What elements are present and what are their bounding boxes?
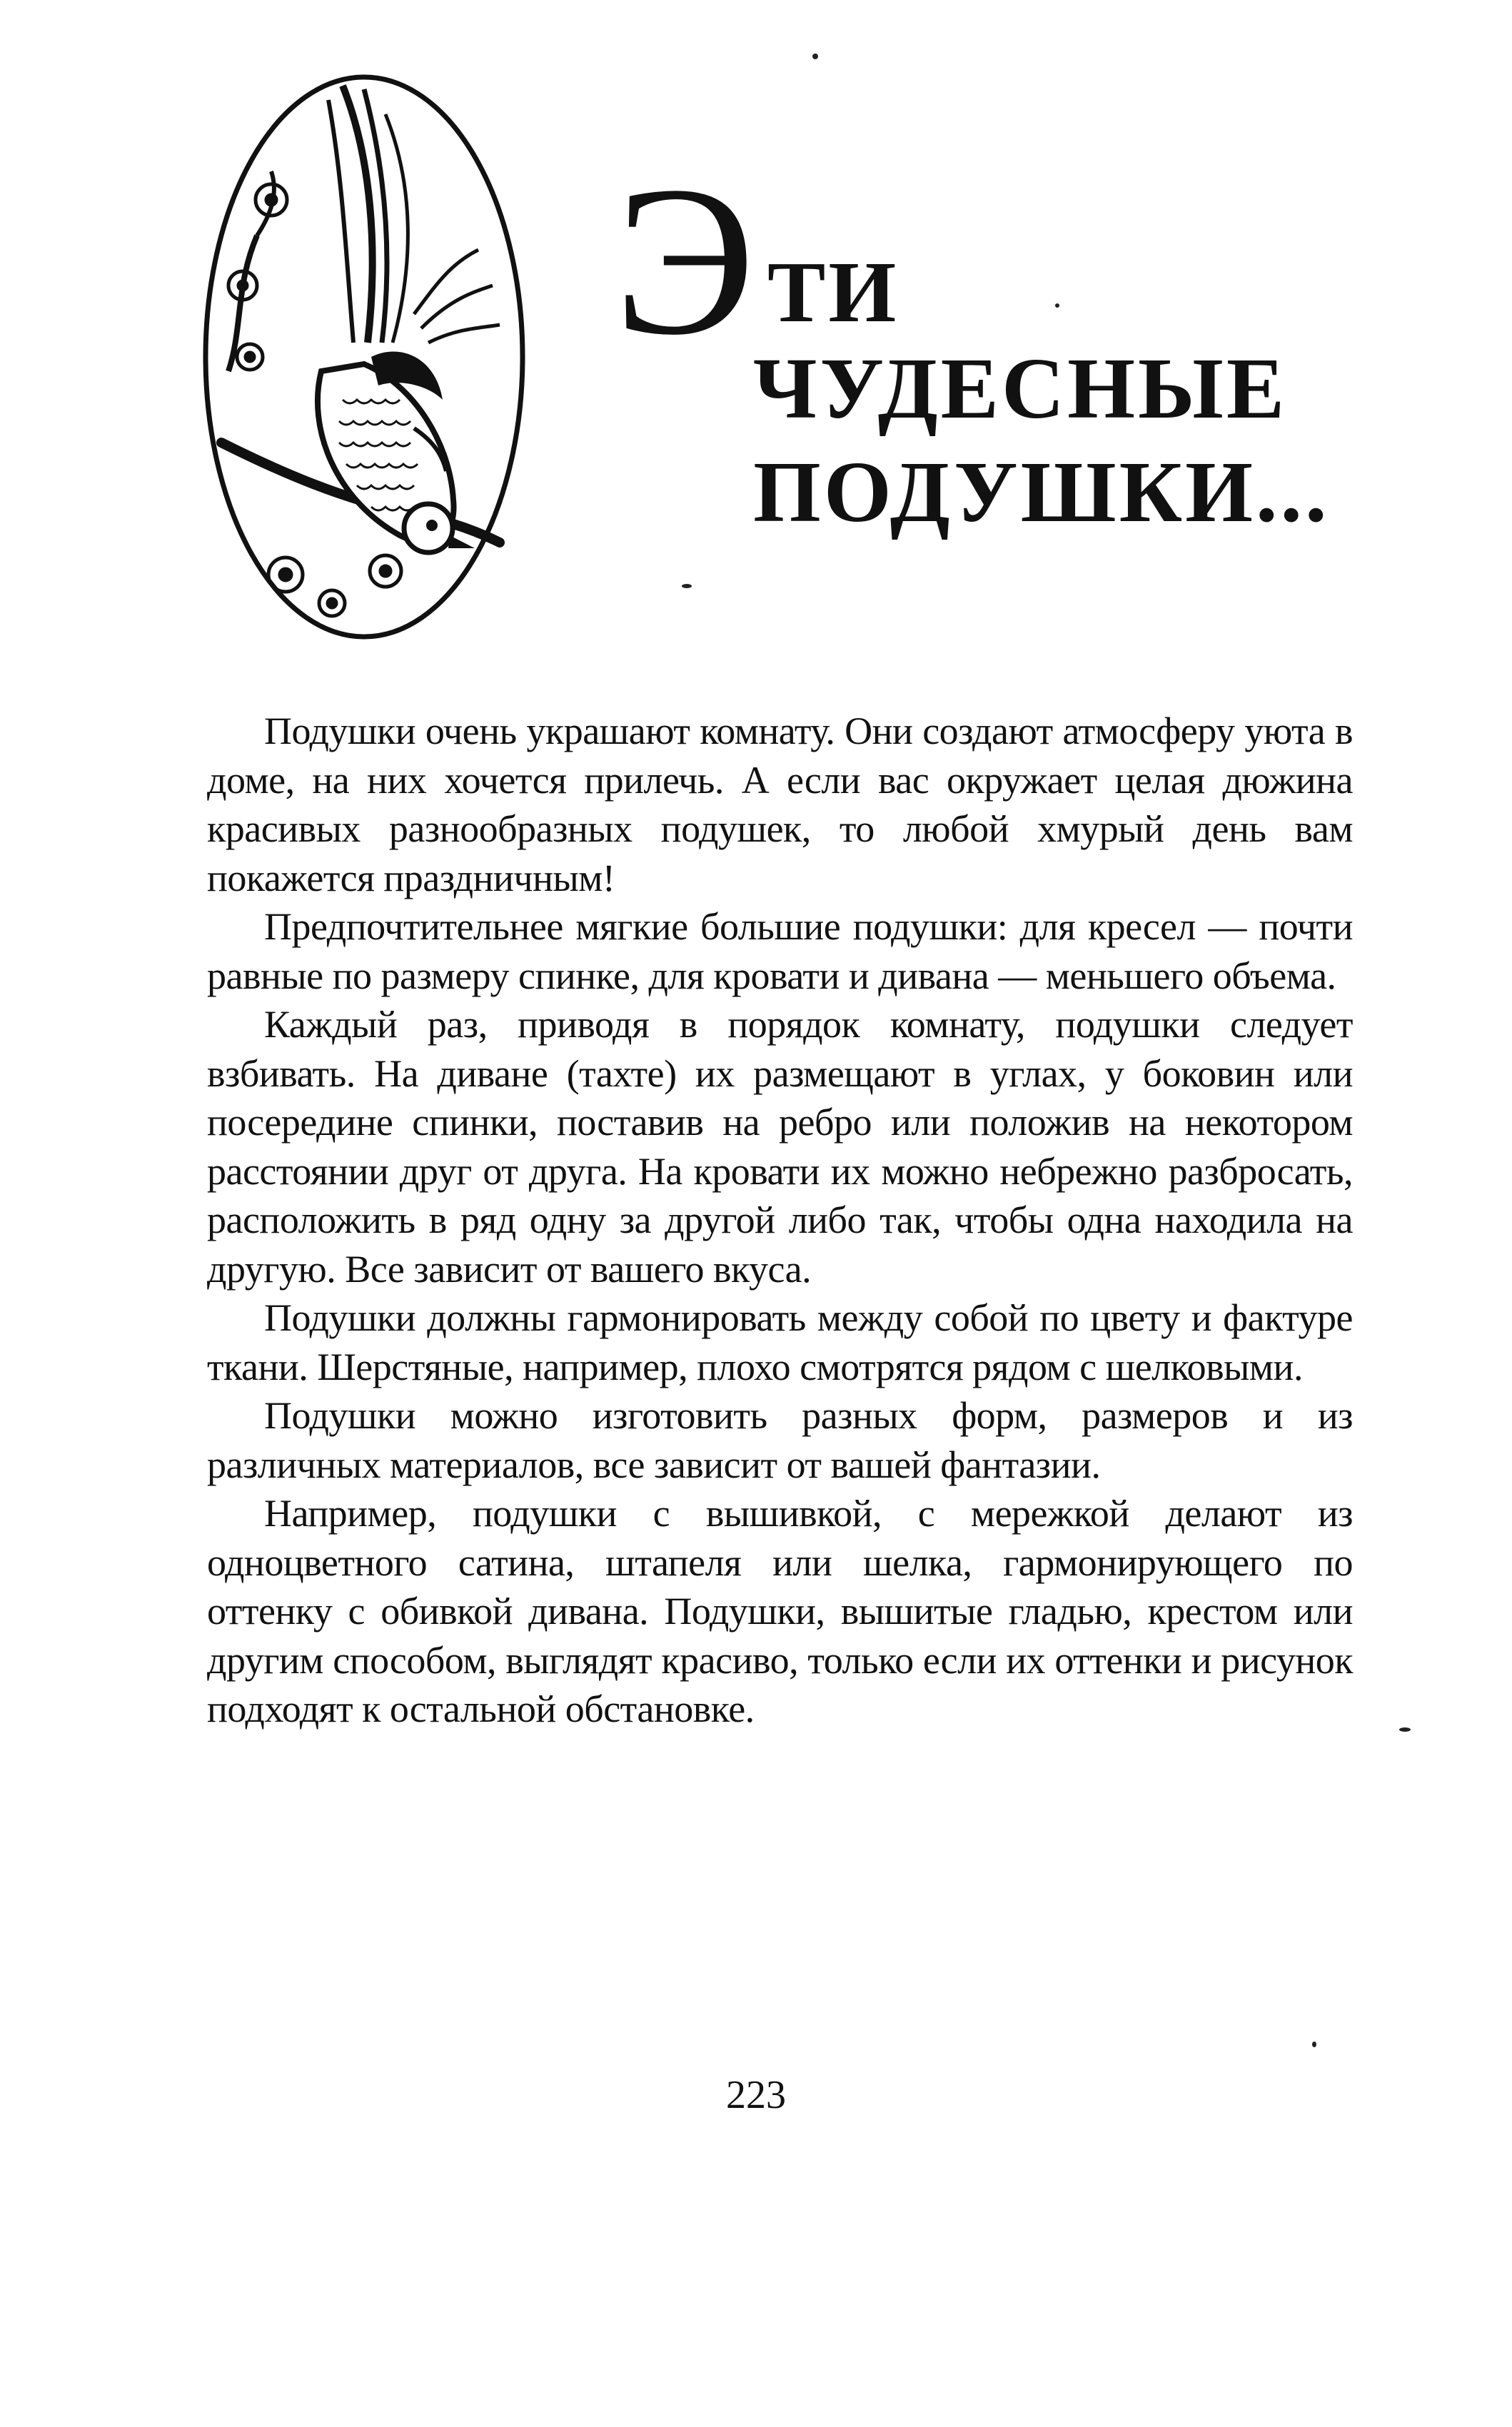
- paragraph: Подушки можно изготовить разных форм, размеров и из различных материалов, все зависит от вашей фантазии.: [207, 1394, 1353, 1486]
- page-number: 223: [726, 2073, 786, 2117]
- paragraph: Предпочтительнее мягкие большие подушки: для кресел — почти равные по размеру спинке, для кровати и дивана — меньшего объема.: [207, 905, 1353, 997]
- title-dropcap: Э: [614, 142, 756, 379]
- body-text: [207, 707, 1353, 1734]
- scan-speck: [1055, 303, 1059, 308]
- title-line-3: ПОДУШКИ...: [753, 444, 1330, 540]
- title-line-1: ТИ: [767, 244, 899, 340]
- paragraph: Подушки очень украшают комнату. Они создают атмосферу уюта в доме, на них хочется прилечь. А если вас окружает целая дюжина красивых разнообразных подушек, то любой хмурый день вам покажется праздничным!: [207, 710, 1353, 899]
- paragraph: Каждый раз, приводя в порядок комнату, подушки следует взбивать. На диване (тахте) их размещают в углах, у боковин или посередине спинки, поставив на ребро или положив на некотором расстоянии друг от друга. На кровати их можно небрежно разбросать, расположить в ряд одну за другой либо так, чтобы одна находила на другую. Все зависит от вашего вкуса.: [207, 1003, 1353, 1291]
- scan-speck: [1312, 2042, 1316, 2047]
- paragraph: Подушки должны гармонировать между собой по цвету и фактуре ткани. Шерстяные, например, плохо смотрятся рядом с шелковыми.: [207, 1296, 1353, 1388]
- bird-medallion-icon: [200, 71, 528, 642]
- title-line-2: ЧУДЕСНЫЕ: [753, 340, 1288, 437]
- scan-speck: [812, 54, 818, 59]
- scan-speck: [1399, 1727, 1411, 1732]
- paragraph: Например, подушки с вышивкой, с мережкой делают из одноцветного сатина, штапеля или шелка, гармонирующего по оттенку с обивкой дивана. Подушки, вышитые гладью, крестом или другим способом, выглядят красиво, только если их оттенки и рисунок подходят к остальной обстановке.: [207, 1492, 1353, 1730]
- scan-speck: [682, 584, 692, 588]
